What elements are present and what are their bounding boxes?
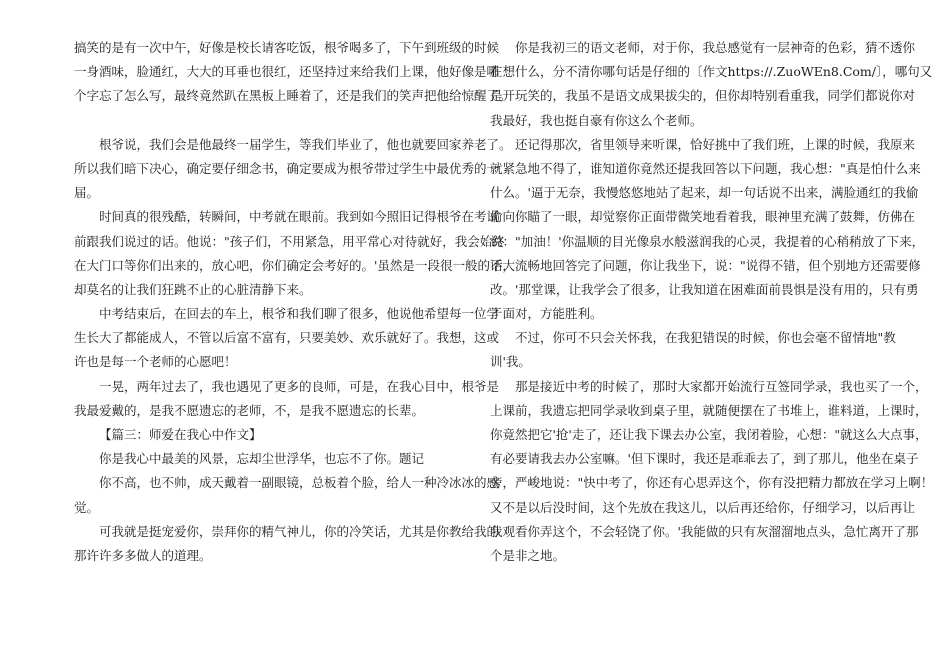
text-line: 改。'那堂课，让我学会了很多，让我知道在困难面前畏惧是没有用的，只有勇 xyxy=(490,281,919,297)
text-line: 又不是以后没时间，这个先放在我这儿，以后再还给你，仔细学习，以后再让 xyxy=(490,499,916,515)
text-line: 觉。 xyxy=(74,499,100,515)
text-line: 却莫名的让我们狂跳不止的心脏清静下来。 xyxy=(74,281,312,297)
text-line: 一晃，两年过去了，我也遇见了更多的良师，可是，在我心目中，根爷是 xyxy=(99,378,500,394)
text-line: 我最好，我也挺自豪有你这么个老师。 xyxy=(490,112,703,128)
text-line: 搞笑的是有一次中午，好像是校长请客吃饭，根爷喝多了，下午到班级的时候 xyxy=(74,40,500,55)
text-line: 旁，严峻地说："快中考了，你还有心思弄这个，你有没把精力都放在学习上啊！ xyxy=(490,475,934,491)
text-line: 你是我初三的语文老师，对于你，我总感觉有一层神奇的色彩，猜不透你 xyxy=(515,40,916,55)
text-line: 前跟我们说过的话。他说："孩子们，不用紧急，用平常心对待就好，我会始终 xyxy=(74,233,505,249)
text-line: 上课前，我遗忘把同学录收到桌子里，就随便摆在了书堆上，谁料道，上课时， xyxy=(490,402,928,418)
text-line: 你竟然把它'抢'走了，还让我下课去办公室，我闭着脸，心想："就这么大点事， xyxy=(490,427,928,442)
text-line: 生长大了都能成人，不管以后富不富有，只要美妙、欢乐就好了。我想，这或 xyxy=(74,330,500,346)
text-line: 还记得那次，省里领导来听课，恰好挑中了我们班，上课的时候，我原来 xyxy=(515,136,916,152)
paragraph-gap xyxy=(74,109,466,133)
text-line: 在大门口等你们出来的，放心吧，你们确定会考好的。'虽然是一段很一般的话， xyxy=(74,257,515,273)
text-line: 有必要请我去办公室嘛。'但下课时，我还是乖乖去了，到了那儿，他坐在桌子 xyxy=(490,451,919,467)
text-line: 训'我。 xyxy=(490,354,531,370)
text-line: 一身酒味，脸通红，大大的耳垂也很红，还坚持过来给我们上课，他好像是哪 xyxy=(74,64,500,80)
right-column xyxy=(490,36,934,568)
text-line: 时间真的很残酷，转瞬间，中考就在眼前。我到如今照旧记得根爷在考试 xyxy=(99,209,500,225)
text-line: 所以我们暗下决心，确定要仔细念书，确定要成为根爷带过学生中最优秀的一 xyxy=(74,160,500,176)
text-line: 【篇三：师爱在我心中作文】 xyxy=(99,427,262,442)
text-line: 不过，你可不只会关怀我，在我犯错误的时候，你也会毫不留情地"教 xyxy=(515,330,896,346)
text-line: 不大流畅地回答完了问题，你让我坐下，说："说得不错，但个别地方还需要修 xyxy=(490,257,921,273)
text-line: 我观看你弄这个，不会轻饶了你。'我能做的只有灰溜溜地点头，急忙离开了那 xyxy=(490,523,919,539)
text-line: 于面对，方能胜利。 xyxy=(490,306,603,322)
text-line: 届。 xyxy=(74,185,100,201)
text-line: 什么。'逼于无奈，我慢悠悠地站了起来，却一句话说不出来，满脸通红的我偷 xyxy=(490,185,919,201)
text-line: 你不高，也不帅，成天戴着一副眼镜，总板着个脸，给人一种冷冰冰的感 xyxy=(99,475,500,491)
text-line: 那许许多多做人的道理。 xyxy=(74,547,212,563)
text-line: 中考结束后，在回去的车上，根爷和我们聊了很多，他说他希望每一位学 xyxy=(99,306,500,322)
text-line: 根爷说，我们会是他最终一届学生，等我们毕业了，他也就要回家养老了。 xyxy=(99,136,512,152)
text-line: 个字忘了怎么写，最终竟然趴在黑板上睡着了，还是我们的笑声把他给惊醒了。 xyxy=(74,88,512,104)
text-line: 是开玩笑的，我虽不是语文成果拔尖的，但你却特别看重我，同学们都说你对 xyxy=(490,88,916,104)
text-line: 偷向你瞄了一眼，却觉察你正面带微笑地看着我，眼神里充满了鼓舞，仿佛在 xyxy=(490,209,916,225)
text-line: 可我就是挺宠爱你，崇拜你的精气神儿，你的冷笑话，尤其是你教给我的 xyxy=(99,523,500,539)
text-line: 你是我心中最美的风景，忘却尘世浮华，也忘不了你。题记 xyxy=(99,451,425,467)
text-line: 个是非之地。 xyxy=(490,547,566,563)
text-line: 说："加油！'你温顺的目光像泉水般滋润我的心灵，我提着的心稍稍放了下来， xyxy=(490,233,925,249)
text-line: 许也是每一个老师的心愿吧！ xyxy=(74,354,237,370)
text-line: 那是接近中考的时候了，那时大家都开始流行互签同学录，我也买了一个， xyxy=(515,378,928,394)
text-line: 就紧急地不得了，谁知道你竟然还提我回答以下问题，我心想："真是怕什么来 xyxy=(490,160,921,176)
text-line: 在想什么，分不清你哪句话是仔细的〔作文https://.ZuoWEn8.Com/〕，哪句又 xyxy=(490,64,933,80)
text-line: 我最爱戴的，是我不愿遗忘的老师，不，是我不愿遗忘的长辈。 xyxy=(74,402,425,418)
